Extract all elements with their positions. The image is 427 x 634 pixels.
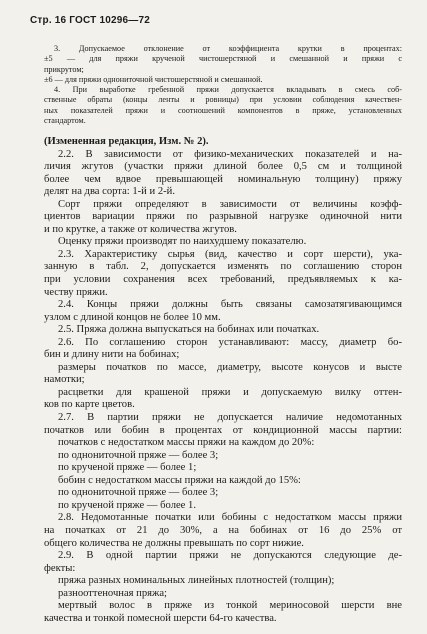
note-line: прикрутом; [44, 64, 84, 74]
text-line: разнооттеночная пряжа; [58, 587, 167, 599]
table-notes [44, 44, 402, 126]
text-line: занную в табл. 2, допускается изменять по соглашению сторон [44, 261, 402, 273]
text-line: початков или бобин в процентах от кондиционной массы партии: [44, 424, 402, 436]
text-line: ков по карте цветов. [44, 399, 135, 411]
text-line: намотки; [44, 374, 85, 386]
text-line: 2.7. В партии пряжи не допускается наличие недомотанных [58, 412, 402, 424]
text-line: початков с недостатком массы пряжи на каждом до 20%: [58, 437, 315, 449]
text-line: 2.9. В одной партии пряжи не допускаются следующие де- [58, 550, 402, 562]
text-line: 2.5. Пряжа должна выпускаться на бобинах или початках. [58, 324, 320, 336]
note-line: стандартом. [44, 116, 86, 126]
text-line: более чем вдвое превышающей номинальную толщину) пряжу [44, 173, 402, 185]
text-line: пряжа разных номинальных линейных плотностей (толщин); [58, 575, 335, 587]
text-line: по крученой пряже — более 1; [58, 462, 197, 474]
text-line: циентов вариации пряжи по разрывной нагрузке одиночной нити [44, 211, 402, 223]
note-line: ственные обраты (концы ленты и ровницы) при условии соблюдения качествен- [44, 95, 402, 105]
text-line: по однониточной пряже — более 3; [58, 449, 219, 461]
text-line: по крученой пряже — более 1. [58, 499, 196, 511]
text-line: 2.4. Концы пряжи должны быть связаны самозатягивающимся [58, 299, 402, 311]
text-line: по однониточной пряже — более 3; [58, 487, 219, 499]
text-line: при условии сохранения всех требований, предъявляемых к ка- [44, 274, 402, 286]
text-line: 2.6. По соглашению сторон устанавливают: массу, диаметр бо- [58, 336, 402, 348]
text-line: 2.2. В зависимости от физико-механических показателей и на- [58, 148, 402, 160]
text-line: расцветки для крашеной пряжи и допускаемую вилку оттен- [58, 386, 402, 398]
text-line: Сорт пряжи определяют в зависимости от величины коэфф- [58, 198, 402, 210]
text-line: узлом с длиной концов не более 10 мм. [44, 311, 221, 323]
text-line: бин и длину нити на бобинах; [44, 349, 180, 361]
text-line: размеры початков по массе, диаметру, высоте конусов и высте [58, 361, 402, 373]
text-line: делят на два сорта: 1-й и 2-й. [44, 186, 175, 198]
text-line: 2.8. Недомотанные початки или бобины с недостатком массы пряжи [58, 512, 402, 524]
note-line: 3. Допускаемое отклонение от коэффициента крутки в процентах: [54, 44, 402, 53]
page-header: Стр. 16 ГОСТ 10296—72 [30, 15, 150, 26]
text-line: и по крутке, а также от количества жгутов. [44, 223, 237, 235]
note-line: ±5 — для пряжи крученой чистошерстяной и смешанной и пряжи с [44, 54, 402, 64]
text-line: Оценку пряжи производят по наихудшему показателю. [58, 236, 307, 248]
note-line: ±6 — для пряжи однониточной чистошерстяной и смешанной. [44, 74, 263, 84]
note-line: ных показателей пряжи и соотношений компонентов в пряже, установленных [44, 105, 402, 115]
text-line: личия жгутов (участки пряжи длиной более 0,5 см и толщиной [44, 161, 402, 173]
text-line: мертвый волос в пряже из тонкой мериносовой шерсти вне [58, 600, 402, 612]
text-line: общего количества не должны превышать по сорт нижие. [44, 537, 304, 549]
text-line: на початках от 21 до 30%, а на бобинах от 16 до 25% от [44, 524, 402, 536]
text-line: честву пряжи. [44, 286, 108, 298]
note-line: 4. При выработке гребенной пряжи допускается вкладывать в смесь соб- [54, 85, 402, 95]
text-line: качества и тонкой помесной шерсти 64-го качества. [44, 612, 277, 624]
text-line: 2.3. Характеристику сырья (вид, качество и сорт шерсти), ука- [58, 248, 402, 260]
document-body [44, 136, 402, 625]
text-line: бобин с недостатком массы пряжи на каждой до 15%: [58, 474, 301, 486]
text-line: фекты: [44, 562, 76, 574]
amendment-note: (Измененная редакция, Изм. № 2). [44, 136, 209, 147]
